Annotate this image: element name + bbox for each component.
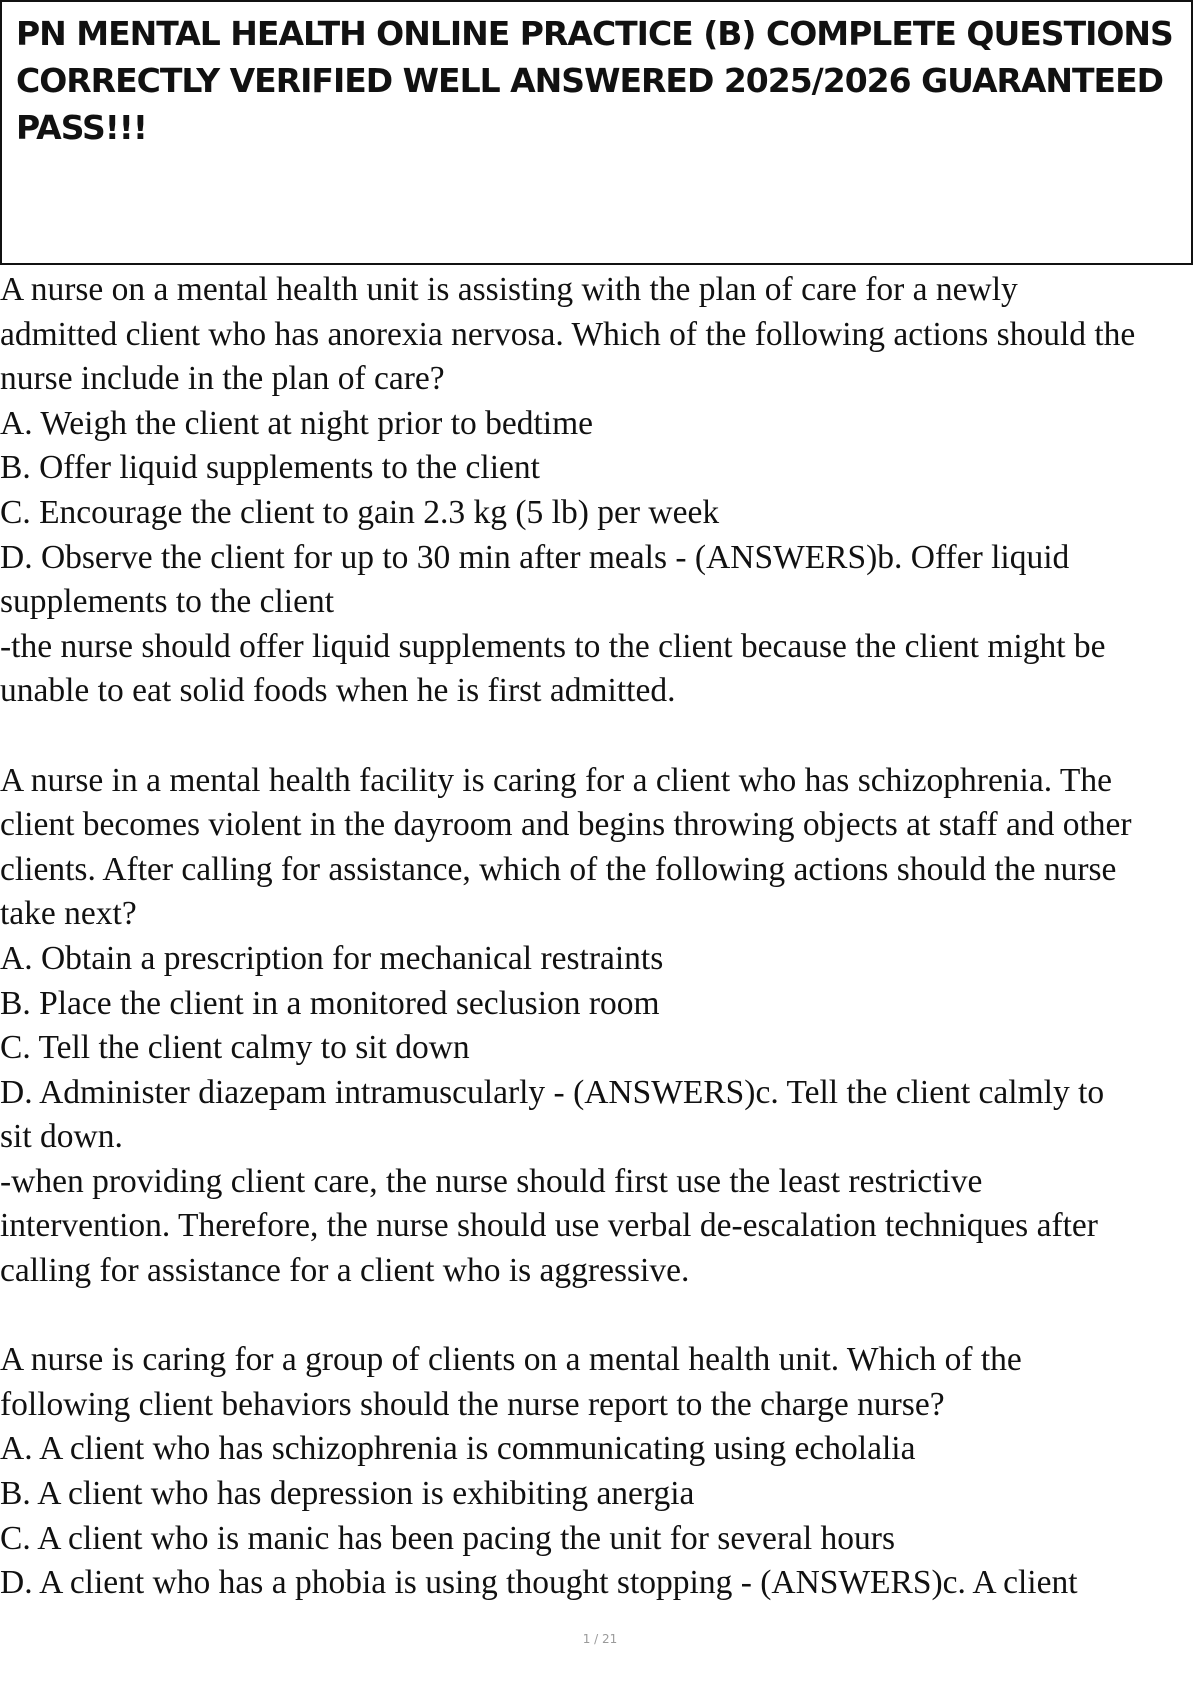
title-box (0, 0, 1193, 265)
question-text: A nurse in a mental health facility is caring for a client who has schizophrenia. The (0, 761, 1112, 799)
answer-text: sit down. (0, 1118, 123, 1156)
question-text: following client behaviors should the nurse report to the charge nurse? (0, 1385, 945, 1423)
answer-option: B. Place the client in a monitored seclusion room (0, 984, 660, 1022)
answer-option: A. A client who has schizophrenia is communicating using echolalia (0, 1430, 916, 1468)
document-title (16, 10, 1177, 151)
answer-option: B. Offer liquid supplements to the client (0, 449, 540, 487)
title-line: PASS!!! (16, 108, 147, 147)
question-text: clients. After calling for assistance, which of the following actions should the nurse (0, 850, 1117, 888)
rationale-text: -the nurse should offer liquid supplements to the client because the client might be (0, 627, 1106, 665)
answer-option: C. Tell the client calmy to sit down (0, 1029, 470, 1067)
question-block (0, 1338, 1198, 1606)
document-body (0, 268, 1198, 1606)
question-text: nurse include in the plan of care? (0, 360, 445, 398)
question-text: A nurse on a mental health unit is assisting with the plan of care for a newly (0, 271, 1018, 308)
paragraph-gap (0, 714, 1198, 759)
title-line: CORRECTLY VERIFIED WELL ANSWERED 2025/2026 GUARANTEED (16, 61, 1164, 100)
answer-option: C. Encourage the client to gain 2.3 kg (5 lb) per week (0, 493, 720, 531)
title-line: PN MENTAL HEALTH ONLINE PRACTICE (B) COMPLETE QUESTIONS (16, 14, 1173, 53)
answer-option: D. Administer diazepam intramuscularly - (ANSWERS)c. Tell the client calmly to (0, 1073, 1105, 1111)
answer-option: C. A client who is manic has been pacing the unit for several hours (0, 1519, 895, 1557)
question-block (0, 759, 1198, 1294)
page-number: 1 / 21 (582, 1632, 618, 1646)
answer-option: A. Weigh the client at night prior to bedtime (0, 404, 594, 442)
answer-option: D. A client who has a phobia is using thought stopping - (ANSWERS)c. A client (0, 1564, 1078, 1602)
answer-option: A. Obtain a prescription for mechanical restraints (0, 939, 664, 977)
question-text: admitted client who has anorexia nervosa. Which of the following actions should the (0, 315, 1136, 353)
answer-option: D. Observe the client for up to 30 min after meals - (ANSWERS)b. Offer liquid (0, 538, 1070, 576)
rationale-text: unable to eat solid foods when he is first admitted. (0, 672, 676, 710)
answer-option: B. A client who has depression is exhibiting anergia (0, 1475, 695, 1513)
rationale-text: -when providing client care, the nurse should first use the least restrictive (0, 1162, 983, 1200)
question-text: A nurse is caring for a group of clients on a mental health unit. Which of the (0, 1341, 1022, 1379)
paragraph-gap (0, 1294, 1198, 1339)
rationale-text: intervention. Therefore, the nurse should use verbal de-escalation techniques after (0, 1207, 1098, 1245)
answer-text: supplements to the client (0, 583, 335, 621)
question-text: client becomes violent in the dayroom and begins throwing objects at staff and other (0, 806, 1132, 844)
question-text: take next? (0, 895, 137, 933)
question-block (0, 268, 1198, 714)
rationale-text: calling for assistance for a client who is aggressive. (0, 1252, 690, 1290)
